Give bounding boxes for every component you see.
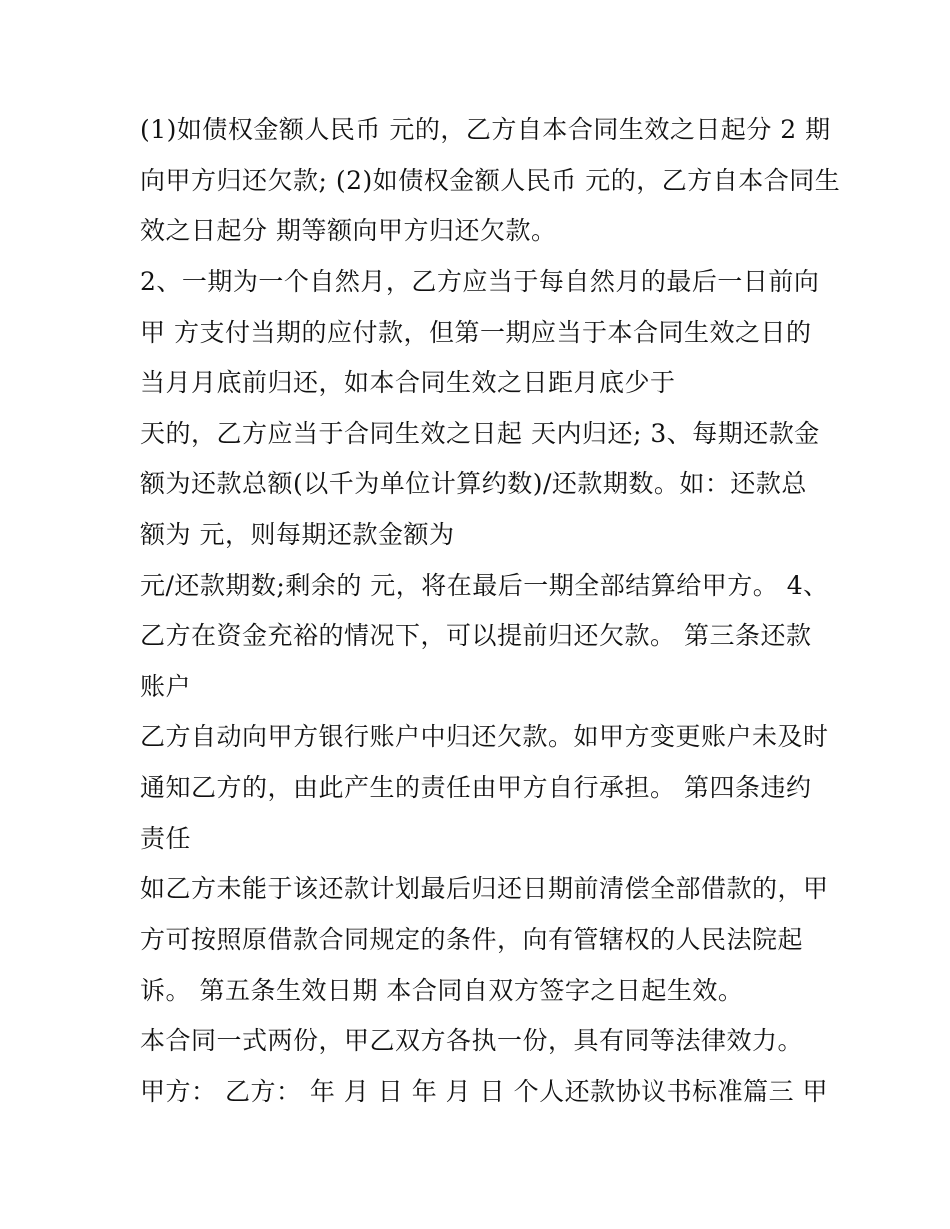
text-line: 方可按照原借款合同规定的条件，向有管辖权的人民法院起 — [140, 925, 804, 954]
text-line: 甲方： 乙方： 年 月 日 年 月 日 个人还款协议书标准篇三 甲 — [140, 1077, 829, 1106]
text-line: 向甲方归还欠款; (2)如债权金额人民币 元的，乙方自本合同生 — [140, 166, 841, 195]
text-line: 乙方在资金充裕的情况下，可以提前归还欠款。 第三条还款 — [140, 621, 812, 650]
text-line: 额为还款总额(以千为单位计算约数)/还款期数。如：还款总 — [140, 469, 807, 498]
text-line: 效之日起分 期等额向甲方归还欠款。 — [140, 216, 557, 245]
text-line: 甲 方支付当期的应付款，但第一期应当于本合同生效之日的 — [140, 318, 812, 347]
text-line: 责任 — [140, 824, 192, 853]
text-line: 天的，乙方应当于合同生效之日起 天内归还; 3、每期还款金 — [140, 419, 820, 448]
text-line: 通知乙方的，由此产生的责任由甲方自行承担。 第四条违约 — [140, 773, 812, 802]
text-line: 本合同一式两份，甲乙双方各执一份，具有同等法律效力。 — [140, 1026, 804, 1055]
text-line: 诉。 第五条生效日期 本合同自双方签字之日起生效。 — [140, 976, 744, 1005]
text-line: 如乙方未能于该还款计划最后归还日期前清偿全部借款的，甲 — [140, 874, 829, 903]
text-line: 当月月底前归还，如本合同生效之日距月底少于 — [140, 368, 676, 397]
text-line: 账户 — [140, 672, 192, 701]
text-line: 额为 元，则每期还款金额为 — [140, 520, 455, 549]
text-line: (1)如债权金额人民币 元的，乙方自本合同生效之日起分 2 期 — [140, 115, 831, 144]
text-line: 元/还款期数;剩余的 元，将在最后一期全部结算给甲方。 4、 — [140, 571, 829, 600]
text-line: 乙方自动向甲方银行账户中归还欠款。如甲方变更账户未及时 — [140, 722, 829, 751]
text-line: 2、一期为一个自然月，乙方应当于每自然月的最后一日前向 — [140, 267, 820, 296]
